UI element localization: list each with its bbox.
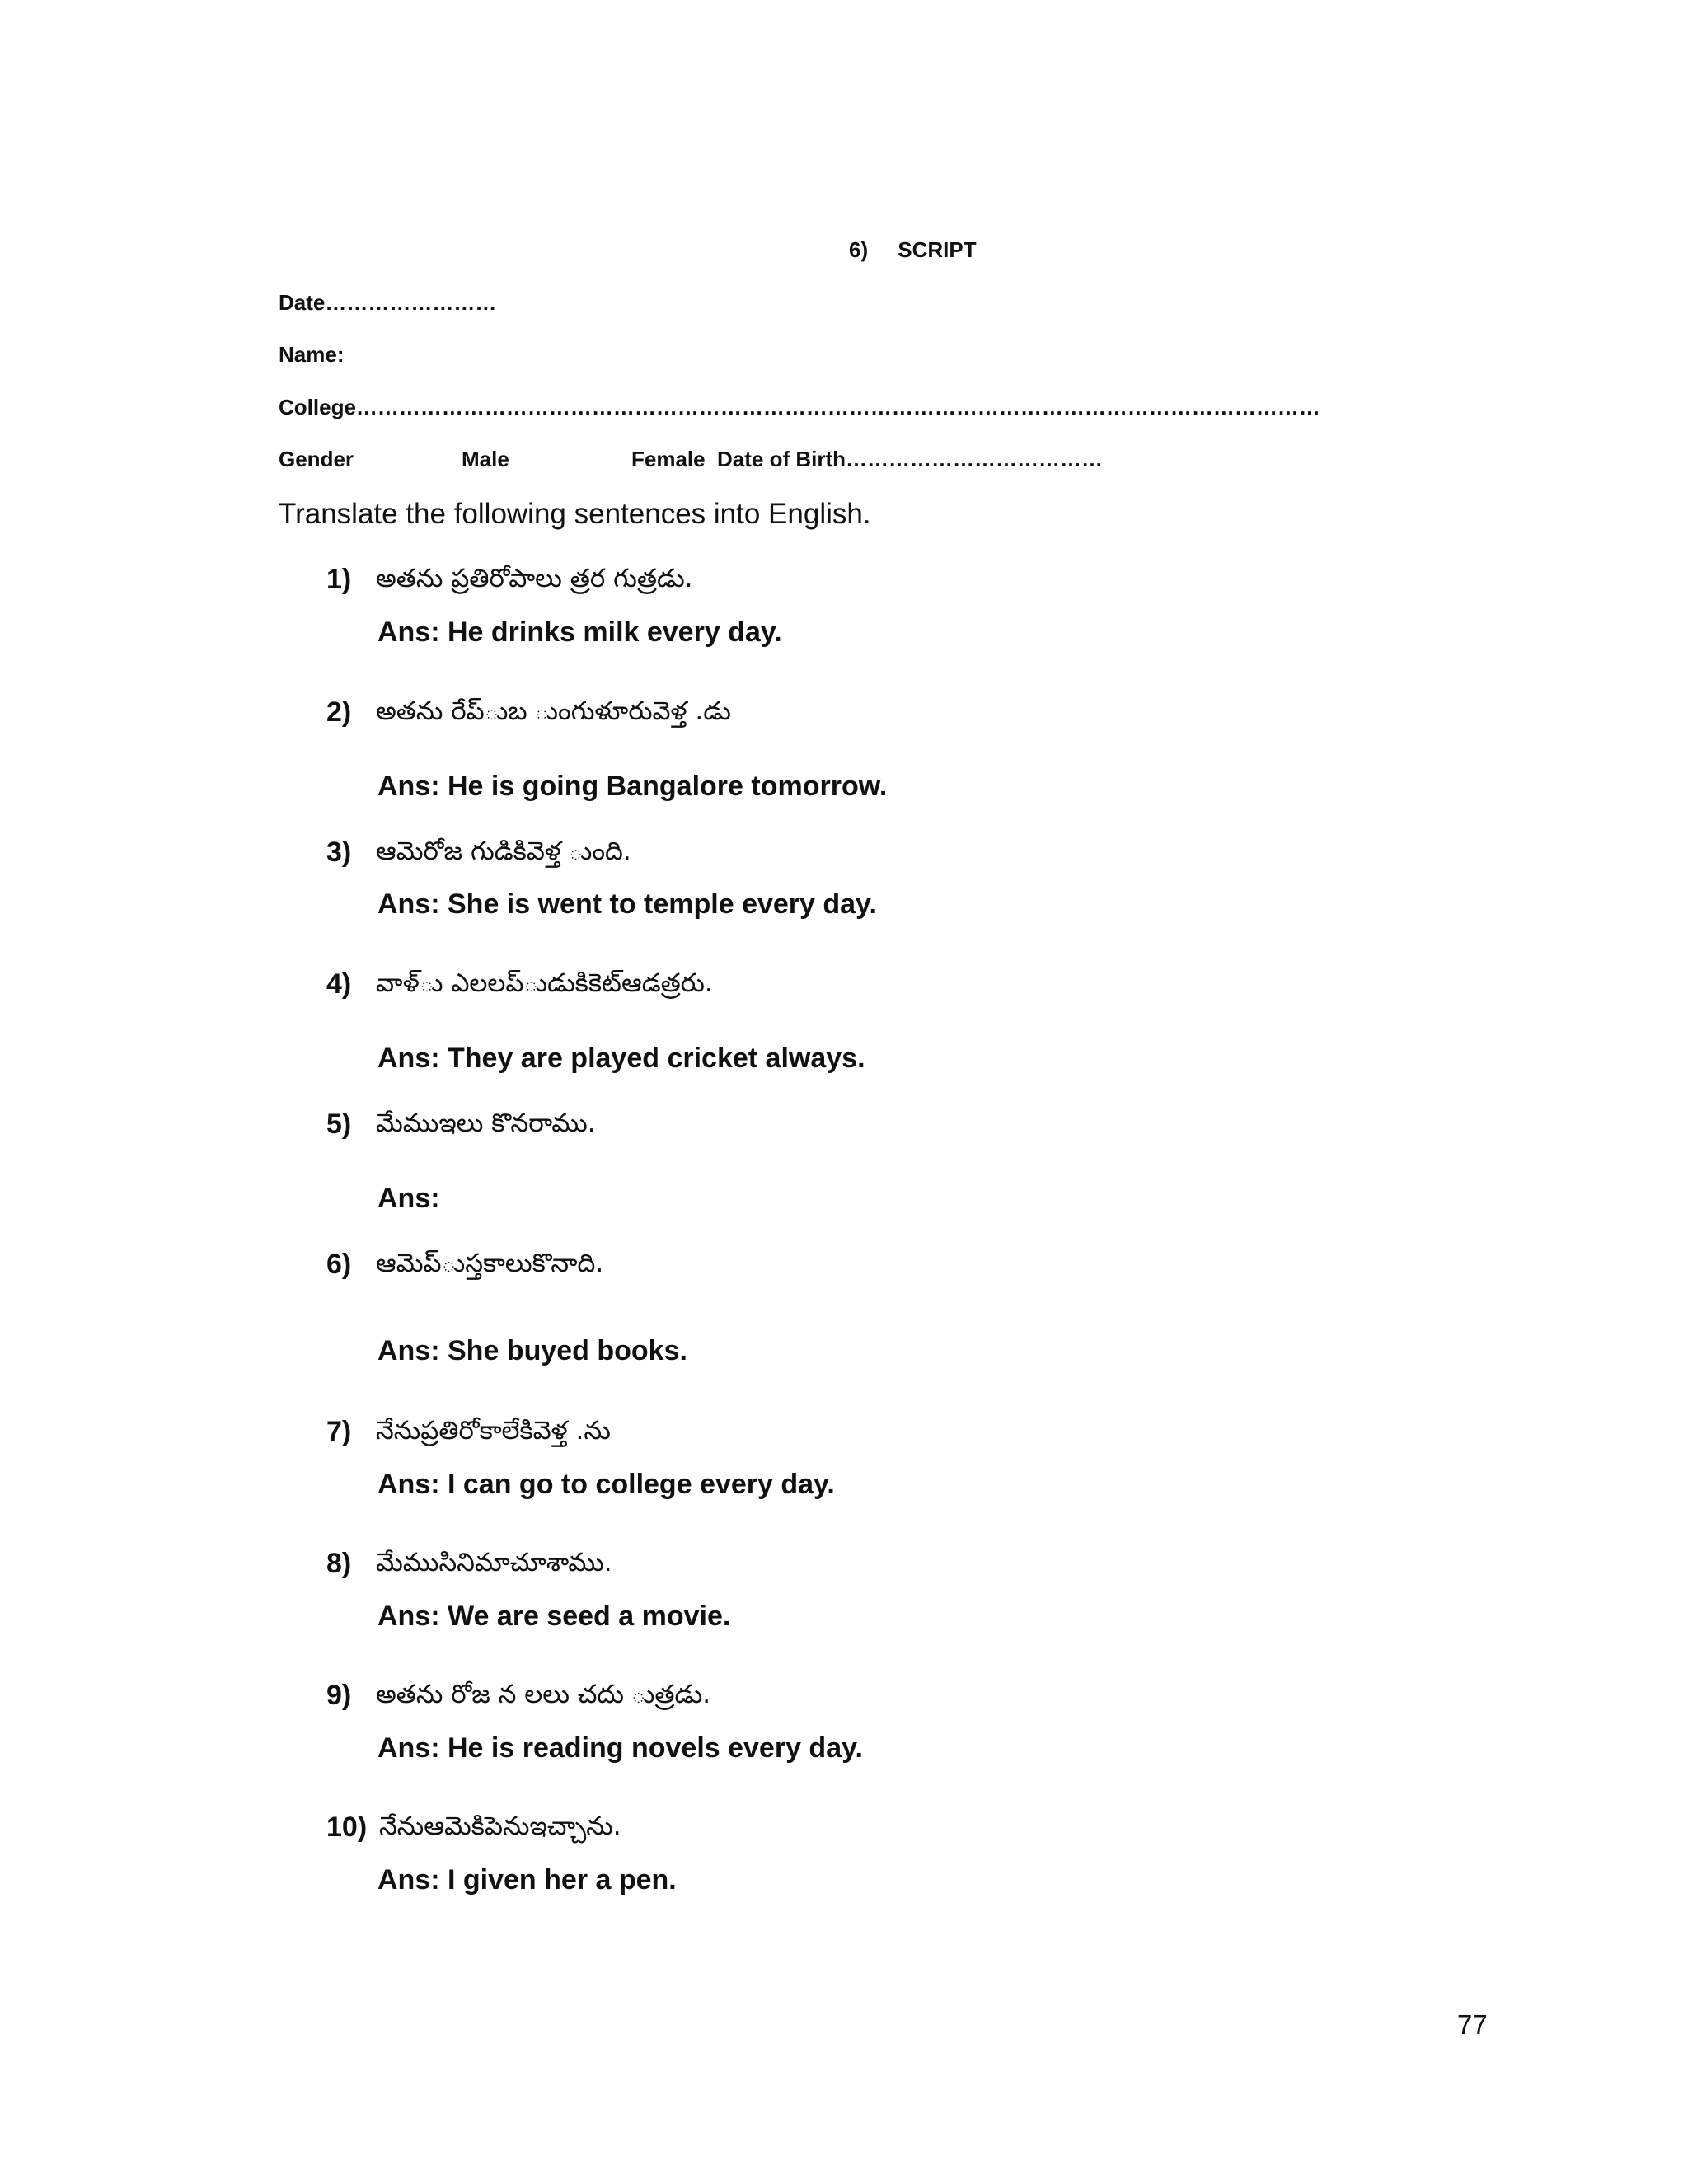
answer-text: Ans: He drinks milk every day. — [377, 616, 782, 648]
gender-option-female: Female — [631, 447, 706, 471]
answer-text: Ans: She buyed books. — [377, 1335, 687, 1366]
question-number: 5) — [326, 1108, 352, 1140]
telugu-sentence: అతను రోజ న లలు చదు ుత్రడు. — [376, 1680, 711, 1709]
page-number: 77 — [1457, 2009, 1488, 2040]
question-number: 8) — [326, 1548, 352, 1579]
question-number: 10) — [326, 1811, 368, 1843]
telugu-sentence: మేముఇలు కొనరాము. — [376, 1108, 596, 1138]
telugu-sentence: నేనుఆమెకిపెనుఇచ్చాను. — [379, 1811, 621, 1841]
answer-text: Ans: I can go to college every day. — [377, 1469, 835, 1500]
answer-text: Ans: — [377, 1183, 440, 1214]
date-field-label: Date…………………… — [279, 290, 497, 315]
answer-text: Ans: They are played cricket always. — [377, 1043, 865, 1074]
question-number: 3) — [326, 837, 352, 868]
name-field-label: Name: — [279, 342, 345, 367]
question-number: 4) — [326, 968, 352, 1000]
section-title: 6) SCRIPT — [849, 237, 977, 262]
college-field-label: College……………………………………………………………………………………………………………………… — [279, 395, 1320, 419]
question-number: 6) — [326, 1249, 352, 1280]
gender-label: Gender — [279, 447, 354, 471]
instruction-text: Translate the following sentences into English. — [279, 498, 871, 530]
question-number: 7) — [326, 1416, 352, 1447]
question-number: 2) — [326, 696, 352, 728]
question-number: 9) — [326, 1680, 352, 1711]
answer-text: Ans: He is reading novels every day. — [377, 1732, 863, 1764]
telugu-sentence: మేముసినిమాచూశాము. — [376, 1548, 612, 1577]
telugu-sentence: ఆమెప్ుస్తకాలుకొనాది. — [376, 1249, 604, 1278]
gender-option-male: Male — [462, 447, 509, 471]
answer-text: Ans: We are seed a movie. — [377, 1601, 731, 1632]
answer-text: Ans: I given her a pen. — [377, 1864, 677, 1896]
telugu-sentence: ఆమెరోజ గుడికివెళ్త ుంది. — [376, 837, 631, 866]
answer-text: Ans: She is went to temple every day. — [377, 888, 877, 920]
telugu-sentence: వాళ్ు ఎలలప్ుడుకికెట్ఆడత్రరు. — [376, 968, 713, 998]
telugu-sentence: అతను రేప్ుబ ుంగుళూరువెళ్త .డు — [376, 696, 731, 726]
question-number: 1) — [326, 564, 352, 595]
date-of-birth-label: Date of Birth……………………………… — [717, 447, 1103, 471]
telugu-sentence: నేనుప్రతిరోకాలేకివెళ్త .ను — [376, 1416, 611, 1446]
telugu-sentence: అతను ప్రతిరోపాలు త్రర గుత్రడు. — [376, 564, 693, 593]
answer-text: Ans: He is going Bangalore tomorrow. — [377, 771, 888, 802]
